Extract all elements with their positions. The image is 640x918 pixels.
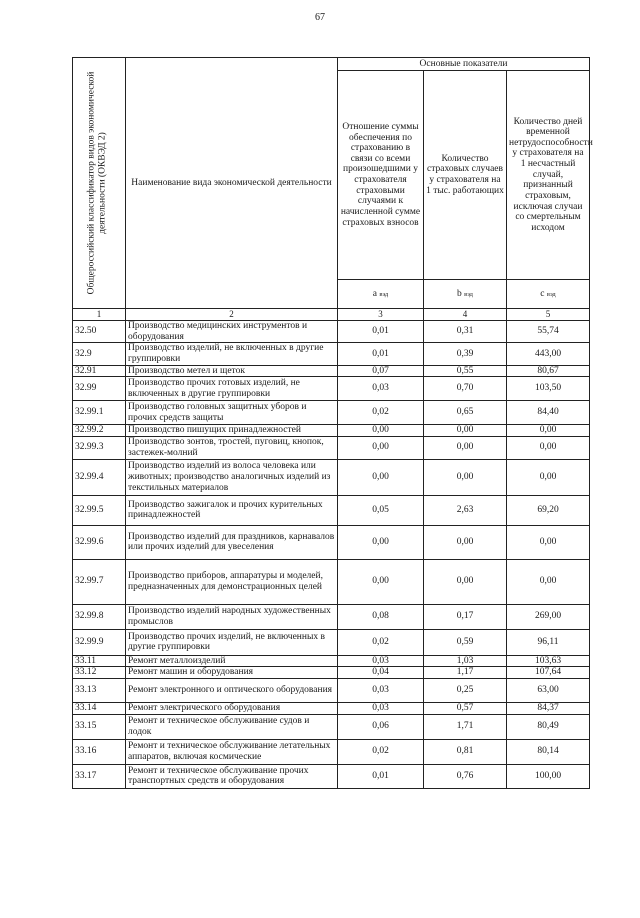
okved-code-cell: 33.17	[73, 764, 126, 788]
okved-code-cell: 32.99.3	[73, 436, 126, 459]
value-b-cell: 0,39	[424, 343, 507, 365]
activity-name-cell: Ремонт электрического оборудования	[126, 703, 338, 715]
table-row	[73, 365, 590, 377]
col-number-5: 5	[507, 309, 590, 321]
table-row	[73, 559, 590, 604]
activity-name-cell: Ремонт и техническое обслуживание судов и лодок	[126, 714, 338, 739]
col-c-header: Количество дней временной нетрудоспособности у страхователя на 1 несчастный случай, признанный страховым, исключая случаи со смертельным исходом	[507, 71, 590, 280]
value-a-cell: 0,00	[338, 459, 424, 495]
value-a-cell: 0,03	[338, 679, 424, 703]
value-a-cell: 0,02	[338, 629, 424, 655]
col-b-header: Количество страховых случаев у страхователя на 1 тыс. работающих	[424, 71, 507, 280]
value-a-cell: 0,01	[338, 343, 424, 365]
value-b-cell: 2,63	[424, 495, 507, 525]
col-number-1: 1	[73, 309, 126, 321]
table-body	[73, 321, 590, 789]
value-a-cell: 0,02	[338, 739, 424, 764]
okved-code-cell: 32.99	[73, 377, 126, 401]
okved-header-cell	[73, 58, 126, 309]
main-indicators-header: Основные показатели	[338, 58, 590, 71]
value-b-cell: 0,81	[424, 739, 507, 764]
value-b-cell: 0,00	[424, 436, 507, 459]
table-row	[73, 703, 590, 715]
activity-name-cell: Производство изделий из волоса человека или животных; производство аналогичных изделий из текстильных материалов	[126, 459, 338, 495]
value-a-cell: 0,08	[338, 604, 424, 629]
table-row	[73, 377, 590, 401]
value-a-cell: 0,03	[338, 377, 424, 401]
value-a-cell: 0,01	[338, 764, 424, 788]
value-a-cell: 0,03	[338, 703, 424, 715]
value-a-cell: 0,00	[338, 525, 424, 559]
okved-code-cell: 33.13	[73, 679, 126, 703]
activity-name-cell: Производство прочих готовых изделий, не включенных в другие группировки	[126, 377, 338, 401]
activity-name-cell: Ремонт машин и оборудования	[126, 667, 338, 679]
table-row	[73, 739, 590, 764]
value-b-cell: 0,70	[424, 377, 507, 401]
table-row	[73, 764, 590, 788]
col-a-header: Отношение суммы обеспечения по страхованию в связи со всеми произошедшими у страхователя страховыми случаями к начисленной сумме страховых взносов	[338, 71, 424, 280]
table-row	[73, 604, 590, 629]
value-b-cell: 0,00	[424, 559, 507, 604]
okved-code-cell: 32.50	[73, 321, 126, 343]
activity-name-cell: Ремонт и техническое обслуживание летательных аппаратов, включая космические	[126, 739, 338, 764]
table-row	[73, 495, 590, 525]
value-c-cell: 269,00	[507, 604, 590, 629]
activity-name-cell: Производство медицинских инструментов и оборудования	[126, 321, 338, 343]
value-a-cell: 0,02	[338, 401, 424, 425]
activity-name-cell: Производство прочих изделий, не включенных в другие группировки	[126, 629, 338, 655]
activity-name-cell: Производство изделий, не включенных в другие группировки	[126, 343, 338, 365]
value-b-cell: 0,57	[424, 703, 507, 715]
value-c-cell: 0,00	[507, 425, 590, 437]
activity-name-cell: Производство головных защитных уборов и прочих средств защиты	[126, 401, 338, 425]
value-a-cell: 0,00	[338, 436, 424, 459]
value-c-cell: 443,00	[507, 343, 590, 365]
col-b-symbol: b вэд	[424, 280, 507, 309]
value-a-cell: 0,00	[338, 559, 424, 604]
activity-name-header: Наименование вида экономической деятельности	[126, 58, 338, 309]
page-number: 67	[315, 12, 325, 23]
okved-code-cell: 33.15	[73, 714, 126, 739]
value-c-cell: 63,00	[507, 679, 590, 703]
value-c-cell: 0,00	[507, 459, 590, 495]
value-c-cell: 96,11	[507, 629, 590, 655]
activity-name-cell: Производство приборов, аппаратуры и моделей, предназначенных для демонстрационных целей	[126, 559, 338, 604]
table-row	[73, 679, 590, 703]
value-c-cell: 84,37	[507, 703, 590, 715]
value-b-cell: 1,03	[424, 655, 507, 667]
activity-name-cell: Производство метел и щеток	[126, 365, 338, 377]
value-c-cell: 103,63	[507, 655, 590, 667]
okved-code-cell: 32.99.7	[73, 559, 126, 604]
activity-name-cell: Производство изделий для праздников, карнавалов или прочих изделий для увеселения	[126, 525, 338, 559]
okved-code-cell: 33.12	[73, 667, 126, 679]
table-row	[73, 343, 590, 365]
value-c-cell: 103,50	[507, 377, 590, 401]
value-b-cell: 0,31	[424, 321, 507, 343]
okved-code-cell: 33.11	[73, 655, 126, 667]
activity-name-cell: Ремонт и техническое обслуживание прочих транспортных средств и оборудования	[126, 764, 338, 788]
okved-code-cell: 32.99.1	[73, 401, 126, 425]
value-b-cell: 0,17	[424, 604, 507, 629]
table-row	[73, 425, 590, 437]
table-row	[73, 629, 590, 655]
okved-code-cell: 32.99.6	[73, 525, 126, 559]
okved-code-cell: 32.9	[73, 343, 126, 365]
value-a-cell: 0,07	[338, 365, 424, 377]
value-c-cell: 107,64	[507, 667, 590, 679]
value-a-cell: 0,06	[338, 714, 424, 739]
okved-code-cell: 33.14	[73, 703, 126, 715]
table-row	[73, 401, 590, 425]
value-c-cell: 100,00	[507, 764, 590, 788]
okved-code-cell: 32.91	[73, 365, 126, 377]
activity-name-cell: Ремонт электронного и оптического оборудования	[126, 679, 338, 703]
value-b-cell: 1,71	[424, 714, 507, 739]
table-row	[73, 714, 590, 739]
value-b-cell: 0,55	[424, 365, 507, 377]
activity-name-cell: Производство зажигалок и прочих курительных принадлежностей	[126, 495, 338, 525]
value-a-cell: 0,01	[338, 321, 424, 343]
table-row	[73, 667, 590, 679]
value-b-cell: 0,65	[424, 401, 507, 425]
value-c-cell: 80,67	[507, 365, 590, 377]
col-number-3: 3	[338, 309, 424, 321]
value-b-cell: 0,00	[424, 459, 507, 495]
okved-code-cell: 32.99.9	[73, 629, 126, 655]
value-c-cell: 0,00	[507, 436, 590, 459]
value-c-cell: 55,74	[507, 321, 590, 343]
value-a-cell: 0,04	[338, 667, 424, 679]
value-b-cell: 0,59	[424, 629, 507, 655]
okved-code-cell: 32.99.5	[73, 495, 126, 525]
value-a-cell: 0,03	[338, 655, 424, 667]
table-row	[73, 436, 590, 459]
okved-header: Общероссийский классификатор видов экономической деятельности (ОКВЭД 2)	[86, 71, 108, 295]
value-c-cell: 80,49	[507, 714, 590, 739]
okved-code-cell: 32.99.2	[73, 425, 126, 437]
indicators-table	[72, 57, 593, 789]
table-row	[73, 321, 590, 343]
col-a-symbol: a вэд	[338, 280, 424, 309]
value-c-cell: 84,40	[507, 401, 590, 425]
activity-name-cell: Ремонт металлоизделий	[126, 655, 338, 667]
table-row	[73, 525, 590, 559]
col-c-symbol: c вэд	[507, 280, 590, 309]
okved-code-cell: 32.99.4	[73, 459, 126, 495]
col-number-2: 2	[126, 309, 338, 321]
value-c-cell: 0,00	[507, 559, 590, 604]
value-c-cell: 69,20	[507, 495, 590, 525]
value-b-cell: 0,25	[424, 679, 507, 703]
value-a-cell: 0,05	[338, 495, 424, 525]
value-c-cell: 80,14	[507, 739, 590, 764]
value-b-cell: 0,76	[424, 764, 507, 788]
value-c-cell: 0,00	[507, 525, 590, 559]
activity-name-cell: Производство пишущих принадлежностей	[126, 425, 338, 437]
col-number-4: 4	[424, 309, 507, 321]
value-a-cell: 0,00	[338, 425, 424, 437]
table-row	[73, 459, 590, 495]
activity-name-cell: Производство изделий народных художественных промыслов	[126, 604, 338, 629]
value-b-cell: 0,00	[424, 525, 507, 559]
activity-name-cell: Производство зонтов, тростей, пуговиц, кнопок, застежек-молний	[126, 436, 338, 459]
okved-code-cell: 32.99.8	[73, 604, 126, 629]
table-row	[73, 655, 590, 667]
okved-code-cell: 33.16	[73, 739, 126, 764]
value-b-cell: 0,00	[424, 425, 507, 437]
value-b-cell: 1,17	[424, 667, 507, 679]
